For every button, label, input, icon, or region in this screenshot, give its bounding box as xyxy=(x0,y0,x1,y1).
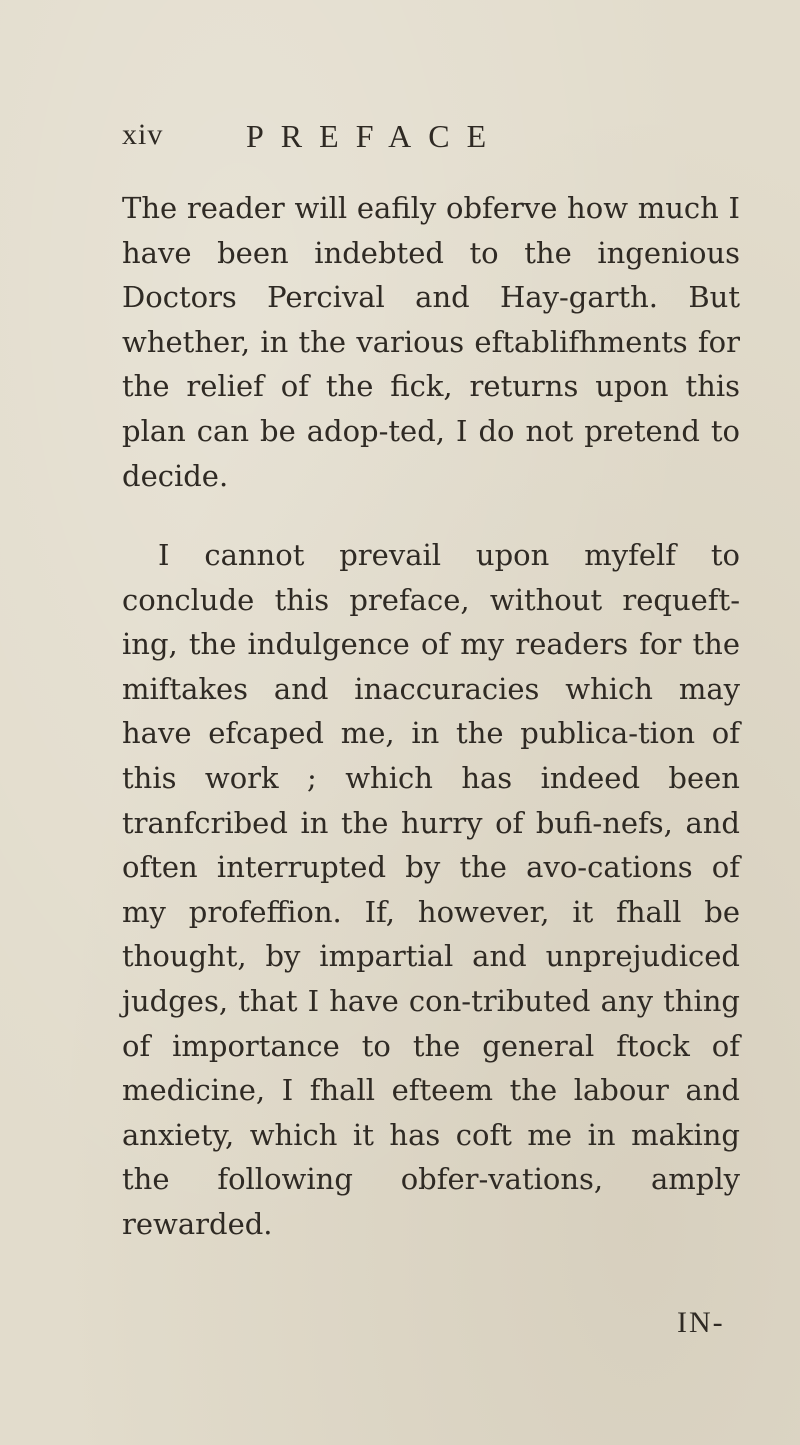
catchword: IN- xyxy=(677,1306,725,1339)
page-number: xiv xyxy=(122,118,164,151)
paragraph-2: I cannot prevail upon myfelf to conclude this preface, without requeft-ing, the indulgence of my readers for the miftakes and inaccuracies which may have efcaped me, in the publica-tion of this work ; which has indeed been tranfcribed in the hurry of bufi-nefs, and often interrupted by the avo-cations of my profeffion. If, however, it fhall be thought, by impartial and unprejudiced judges, that I have con-tributed any thing of importance to the general ftock of medicine, I fhall efteem the labour and anxiety, which it has coft me in making the following obfer-vations, amply rewarded. xyxy=(122,538,740,1241)
running-head: PREFACE xyxy=(246,118,504,154)
page-header xyxy=(122,118,762,168)
paragraph-1: The reader will eafily obferve how much I have been indebted to the ingenious Doctors Percival and Hay-garth. But whether, in the various eftablifhments for the relief of the fick, returns upon this plan can be adop-ted, I do not pretend to decide. xyxy=(122,191,740,493)
